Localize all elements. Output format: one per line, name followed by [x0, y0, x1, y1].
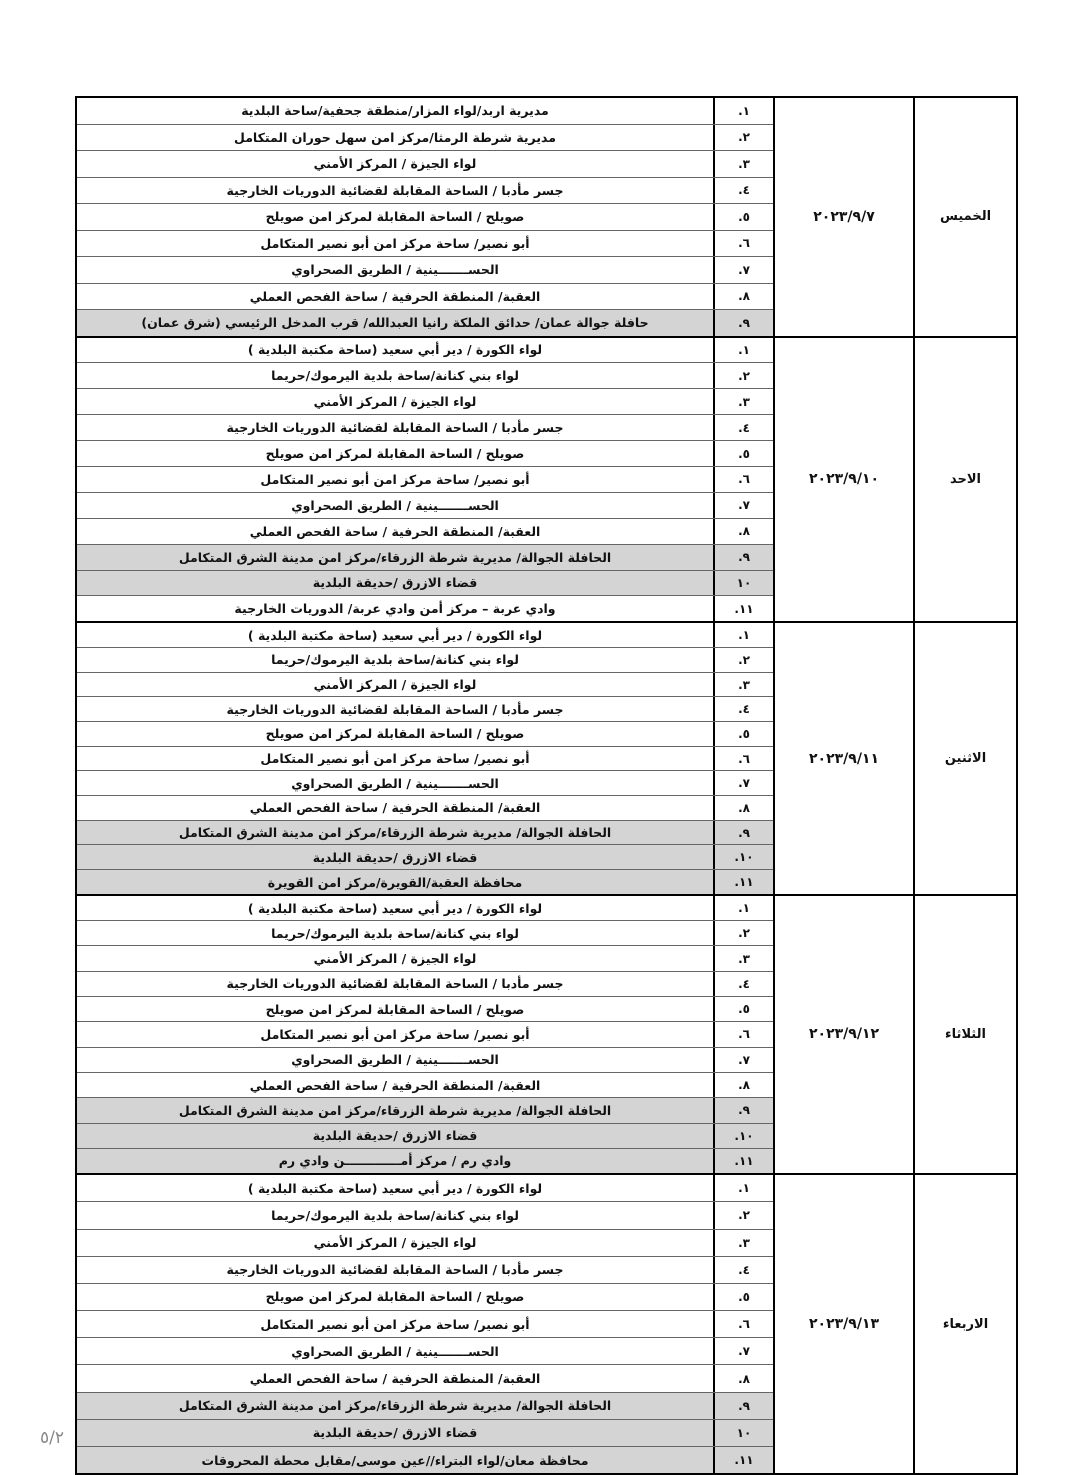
table-row: [77, 310, 773, 336]
location-text: لواء الجيزة / المركز الأمني: [313, 677, 477, 693]
row-number: ٢.: [713, 648, 773, 672]
location-text: لواء بني كنانة/ساحة بلدية اليرموك/حريما: [271, 925, 519, 941]
row-number: ١٠: [713, 1420, 773, 1446]
table-row: [77, 821, 773, 846]
table-row: [77, 747, 773, 772]
table-row: [77, 1420, 773, 1447]
table-row: [77, 178, 773, 205]
day-name: الخميس: [913, 98, 1016, 336]
location-text: العقبة/ المنطقة الحرفية / ساحة الفحص العملي: [249, 288, 541, 304]
location-text: أبو نصير/ ساحة مركز امن أبو نصير المتكامل: [260, 235, 530, 251]
table-row: [77, 1175, 773, 1202]
location-list: [77, 623, 773, 894]
table-row: [77, 151, 773, 178]
location-text: جسر مأدبا / الساحة المقابلة لقضائية الدوريات الخارجية: [226, 1262, 564, 1278]
row-number: ٩.: [713, 821, 773, 845]
row-number: ١.: [713, 623, 773, 647]
row-number: ٨.: [713, 519, 773, 544]
row-number: ٦.: [713, 1022, 773, 1046]
day-block: [77, 623, 1016, 896]
location-text: الحافلة الجوالة/ مديرية شرطة الزرقاء/مركز امن مدينة الشرق المتكامل: [178, 825, 612, 841]
location-text: العقبة/ المنطقة الحرفية / ساحة الفحص العملي: [249, 523, 541, 539]
table-row: [77, 845, 773, 870]
table-row: [77, 204, 773, 231]
day-date: ٢٠٢٣/٩/١٠: [773, 338, 913, 622]
row-number: ٨.: [713, 1073, 773, 1097]
location-text: العقبة/ المنطقة الحرفية / ساحة الفحص العملي: [249, 1077, 541, 1093]
row-number: ٦.: [713, 467, 773, 492]
table-row: [77, 1073, 773, 1098]
row-number: ١٠.: [713, 1124, 773, 1148]
location-text: لواء الجيزة / المركز الأمني: [313, 951, 477, 967]
row-number: ٨.: [713, 796, 773, 820]
table-row: [77, 284, 773, 311]
table-row: [77, 972, 773, 997]
table-row: [77, 1393, 773, 1420]
location-text: صويلح / الساحة المقابلة لمركز امن صويلح: [265, 209, 525, 225]
row-number: ٧.: [713, 771, 773, 795]
row-number: ٥.: [713, 1284, 773, 1310]
location-text: أبو نصير/ ساحة مركز امن أبو نصير المتكامل: [260, 1316, 530, 1332]
row-number: ٥.: [713, 441, 773, 466]
location-text: جسر مأدبا / الساحة المقابلة لقضائية الدوريات الخارجية: [226, 182, 564, 198]
table-row: [77, 257, 773, 284]
row-number: ١١.: [713, 870, 773, 894]
table-row: [77, 415, 773, 441]
table-row: [77, 545, 773, 571]
row-number: ٧.: [713, 257, 773, 283]
row-number: ١١.: [713, 1447, 773, 1473]
location-text: الحســـــــينية / الطريق الصحراوي: [291, 262, 499, 278]
location-text: وادي رم / مركز أمـــــــــــــن وادي رم: [278, 1153, 512, 1169]
location-text: أبو نصير/ ساحة مركز امن أبو نصير المتكامل: [260, 751, 530, 767]
table-row: [77, 441, 773, 467]
table-row: [77, 125, 773, 152]
table-row: [77, 389, 773, 415]
row-number: ١.: [713, 98, 773, 124]
row-number: ٨.: [713, 1365, 773, 1391]
table-row: [77, 722, 773, 747]
table-row: [77, 771, 773, 796]
location-text: لواء الجيزة / المركز الأمني: [313, 1235, 477, 1251]
location-text: الحافلة الجوالة/ مديرية شرطة الزرقاء/مركز امن مدينة الشرق المتكامل: [178, 1398, 612, 1414]
table-row: [77, 1048, 773, 1073]
row-number: ٣.: [713, 673, 773, 697]
location-text: صويلح / الساحة المقابلة لمركز امن صويلح: [265, 1289, 525, 1305]
day-name: الاثنين: [913, 623, 1016, 894]
location-text: العقبة/ المنطقة الحرفية / ساحة الفحص العملي: [249, 800, 541, 816]
row-number: ١١.: [713, 1149, 773, 1173]
location-text: الحافلة الجوالة/ مديرية شرطة الزرقاء/مركز امن مدينة الشرق المتكامل: [178, 1102, 612, 1118]
location-text: الحســـــــينية / الطريق الصحراوي: [291, 1052, 499, 1068]
row-number: ٥.: [713, 204, 773, 230]
row-number: ٩.: [713, 1098, 773, 1122]
day-date: ٢٠٢٣/٩/١١: [773, 623, 913, 894]
location-text: الحســـــــينية / الطريق الصحراوي: [291, 775, 499, 791]
table-row: [77, 1124, 773, 1149]
day-name: الثلاثاء: [913, 896, 1016, 1173]
row-number: ٤.: [713, 1257, 773, 1283]
table-row: [77, 571, 773, 597]
row-number: ٢.: [713, 125, 773, 151]
table-row: [77, 896, 773, 921]
schedule-table: [75, 96, 1018, 1475]
table-row: [77, 1149, 773, 1173]
row-number: ١.: [713, 896, 773, 920]
location-text: محافظة معان/لواء البتراء//عين موسى/مقابل محطة المحروقات: [201, 1452, 589, 1468]
row-number: ٤.: [713, 972, 773, 996]
day-block: [77, 98, 1016, 338]
table-row: [77, 796, 773, 821]
table-row: [77, 648, 773, 673]
location-text: وادي عربة – مركز أمن وادي عربة/ الدوريات الخارجية: [234, 601, 556, 617]
location-text: جسر مأدبا / الساحة المقابلة لقضائية الدوريات الخارجية: [226, 420, 564, 436]
location-text: جسر مأدبا / الساحة المقابلة لقضائية الدوريات الخارجية: [226, 701, 564, 717]
row-number: ١.: [713, 338, 773, 363]
location-list: [77, 98, 773, 336]
location-text: الحســـــــينية / الطريق الصحراوي: [291, 1343, 499, 1359]
row-number: ٧.: [713, 1048, 773, 1072]
row-number: ٨.: [713, 284, 773, 310]
location-text: قضاء الازرق /حديقة البلدية: [312, 849, 478, 865]
row-number: ٩.: [713, 545, 773, 570]
row-number: ٧.: [713, 1338, 773, 1364]
row-number: ٤.: [713, 697, 773, 721]
row-number: ٦.: [713, 231, 773, 257]
row-number: ٣.: [713, 389, 773, 414]
location-text: لواء بني كنانة/ساحة بلدية اليرموك/حريما: [271, 652, 519, 668]
day-date: ٢٠٢٣/٩/١٣: [773, 1175, 913, 1473]
table-row: [77, 1202, 773, 1229]
location-text: أبو نصير/ ساحة مركز امن أبو نصير المتكامل: [260, 471, 530, 487]
location-text: لواء الكورة / دير أبي سعيد (ساحة مكتبة البلدية ): [247, 627, 543, 643]
location-text: محافظة العقبة/القويرة/مركز امن القويرة: [267, 874, 523, 890]
table-row: [77, 98, 773, 125]
location-list: [77, 1175, 773, 1473]
location-text: لواء بني كنانة/ساحة بلدية اليرموك/حريما: [271, 1207, 519, 1223]
location-text: لواء الكورة / دير أبي سعيد (ساحة مكتبة البلدية ): [247, 342, 543, 358]
row-number: ٢.: [713, 1202, 773, 1228]
location-text: أبو نصير/ ساحة مركز امن أبو نصير المتكامل: [260, 1026, 530, 1042]
table-row: [77, 623, 773, 648]
row-number: ١.: [713, 1175, 773, 1201]
row-number: ٣.: [713, 946, 773, 970]
location-list: [77, 896, 773, 1173]
row-number: ٩.: [713, 310, 773, 336]
table-row: [77, 519, 773, 545]
location-text: الحســـــــينية / الطريق الصحراوي: [291, 497, 499, 513]
location-text: حافلة جوالة عمان/ حدائق الملكة رانيا العبدالله/ قرب المدخل الرئيسي (شرق عمان): [141, 315, 649, 331]
page-number: ٥/٢: [40, 1428, 64, 1448]
day-name: الاحد: [913, 338, 1016, 622]
table-row: [77, 1230, 773, 1257]
table-row: [77, 1311, 773, 1338]
table-row: [77, 467, 773, 493]
location-text: لواء الكورة / دير أبي سعيد (ساحة مكتبة البلدية ): [247, 900, 543, 916]
table-row: [77, 363, 773, 389]
row-number: ٤.: [713, 178, 773, 204]
row-number: ٥.: [713, 722, 773, 746]
table-row: [77, 921, 773, 946]
table-row: [77, 697, 773, 722]
location-text: الحافلة الجوالة/ مديرية شرطة الزرقاء/مركز امن مدينة الشرق المتكامل: [178, 549, 612, 565]
table-row: [77, 1365, 773, 1392]
row-number: ٥.: [713, 997, 773, 1021]
table-row: [77, 673, 773, 698]
row-number: ٤.: [713, 415, 773, 440]
location-text: قضاء الازرق /حديقة البلدية: [312, 1425, 478, 1441]
table-row: [77, 870, 773, 894]
location-list: [77, 338, 773, 622]
row-number: ١٠: [713, 571, 773, 596]
row-number: ٢.: [713, 363, 773, 388]
location-text: مديرية شرطة الرمثا/مركز امن سهل حوران المتكامل: [234, 129, 556, 145]
row-number: ٧.: [713, 493, 773, 518]
day-date: ٢٠٢٣/٩/٧: [773, 98, 913, 336]
location-text: قضاء الازرق /حديقة البلدية: [312, 1128, 478, 1144]
table-row: [77, 997, 773, 1022]
row-number: ٣.: [713, 151, 773, 177]
row-number: ٦.: [713, 747, 773, 771]
row-number: ٣.: [713, 1230, 773, 1256]
day-block: [77, 896, 1016, 1175]
location-text: مديرية اربد/لواء المزار/منطقة جحفية/ساحة البلدية: [241, 103, 549, 119]
location-text: لواء الجيزة / المركز الأمني: [313, 156, 477, 172]
table-row: [77, 1257, 773, 1284]
day-date: ٢٠٢٣/٩/١٢: [773, 896, 913, 1173]
day-name: الاربعاء: [913, 1175, 1016, 1473]
table-row: [77, 1338, 773, 1365]
table-row: [77, 1447, 773, 1473]
table-row: [77, 596, 773, 621]
day-block: [77, 338, 1016, 624]
table-row: [77, 1098, 773, 1123]
row-number: ٩.: [713, 1393, 773, 1419]
row-number: ٢.: [713, 921, 773, 945]
location-text: قضاء الازرق /حديقة البلدية: [312, 575, 478, 591]
row-number: ٦.: [713, 1311, 773, 1337]
location-text: لواء بني كنانة/ساحة بلدية اليرموك/حريما: [271, 368, 519, 384]
row-number: ١٠.: [713, 845, 773, 869]
location-text: صويلح / الساحة المقابلة لمركز امن صويلح: [265, 446, 525, 461]
location-text: صويلح / الساحة المقابلة لمركز امن صويلح: [265, 726, 525, 742]
row-number: ١١.: [713, 596, 773, 621]
day-block: [77, 1175, 1016, 1475]
location-text: العقبة/ المنطقة الحرفية / ساحة الفحص العملي: [249, 1371, 541, 1387]
table-row: [77, 946, 773, 971]
location-text: لواء الكورة / دير أبي سعيد (ساحة مكتبة البلدية ): [247, 1180, 543, 1196]
location-text: جسر مأدبا / الساحة المقابلة لقضائية الدوريات الخارجية: [226, 976, 564, 992]
location-text: صويلح / الساحة المقابلة لمركز امن صويلح: [265, 1001, 525, 1017]
location-text: لواء الجيزة / المركز الأمني: [313, 394, 477, 410]
table-row: [77, 493, 773, 519]
table-row: [77, 338, 773, 364]
table-row: [77, 1022, 773, 1047]
table-row: [77, 1284, 773, 1311]
table-row: [77, 231, 773, 258]
